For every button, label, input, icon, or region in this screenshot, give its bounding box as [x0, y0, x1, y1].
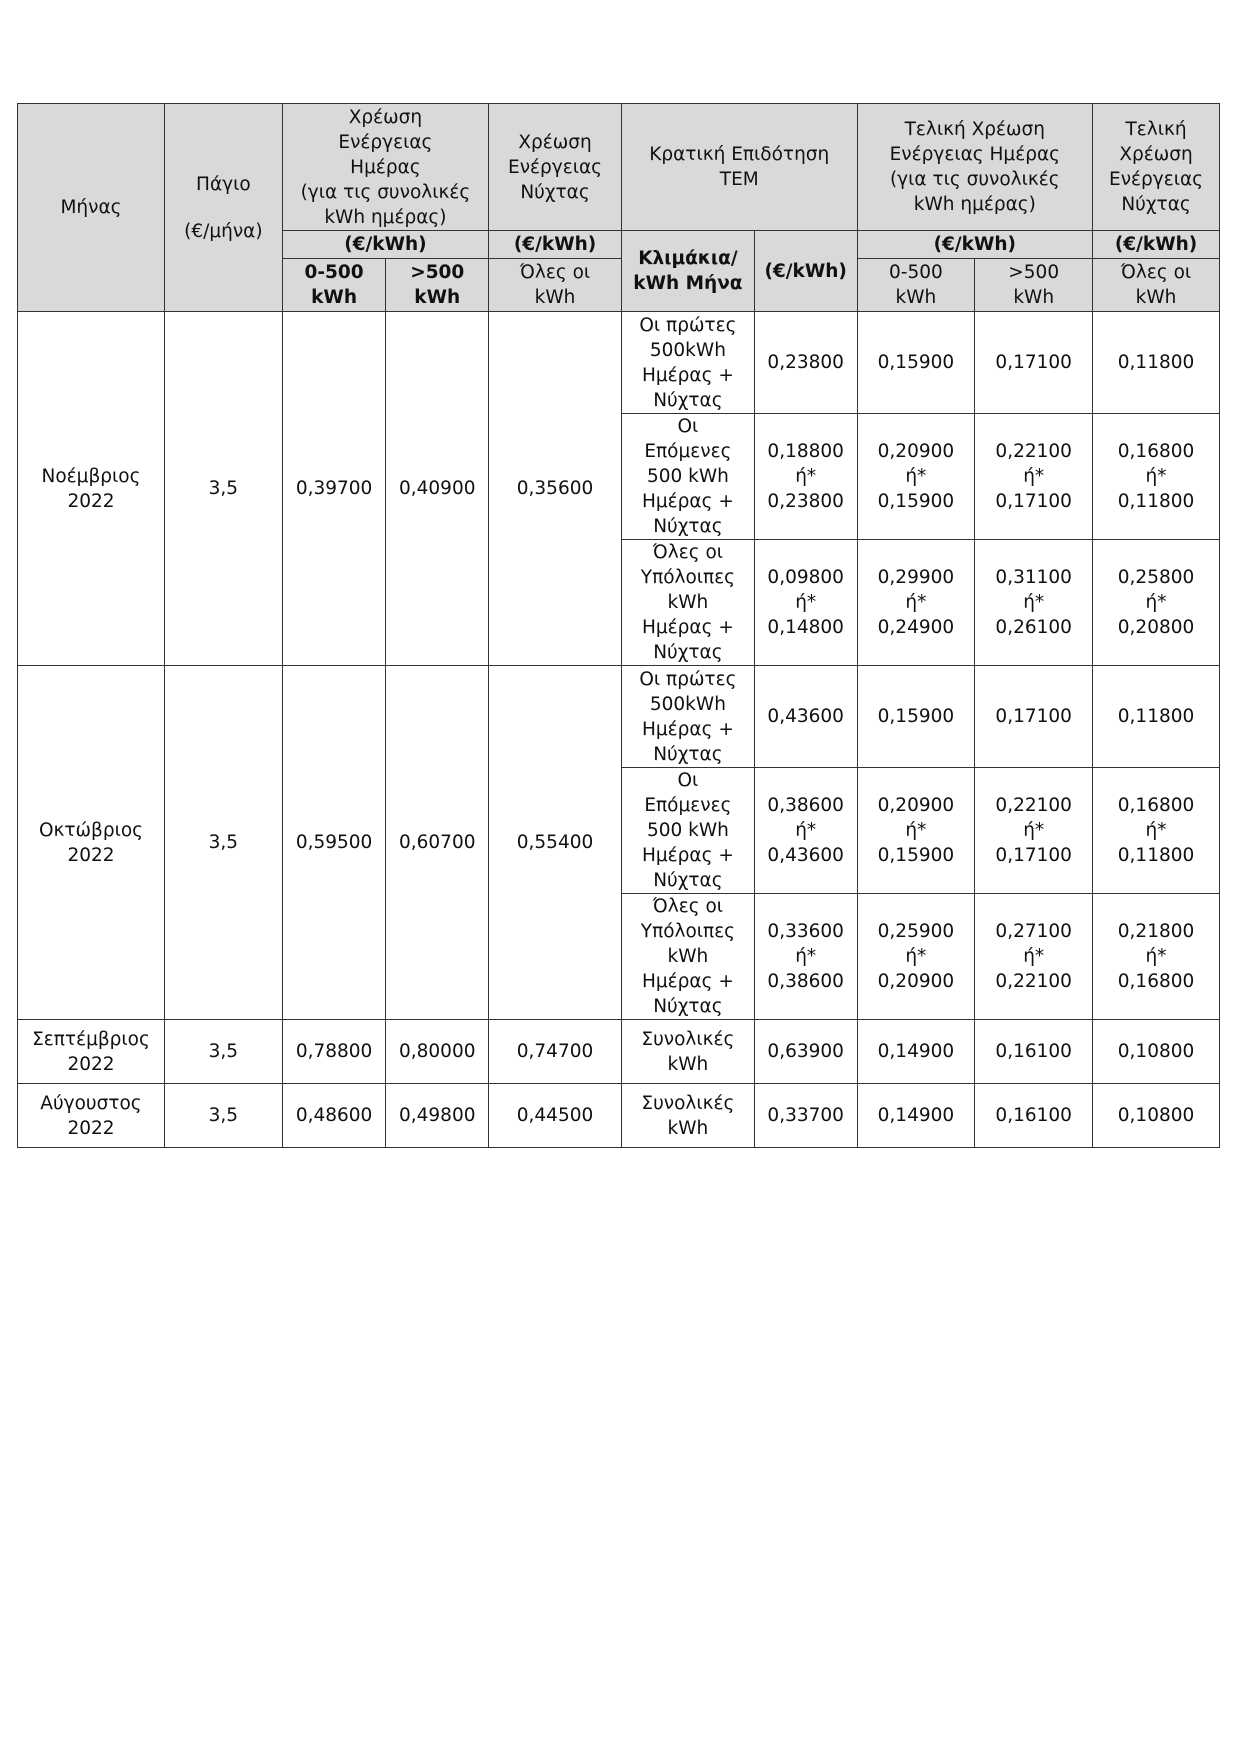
final-high-cell: 0,17100	[975, 312, 1093, 414]
tier-low-final: 0-500 kWh	[857, 259, 975, 312]
final-high-cell: 0,22100 ή* 0,17100	[975, 414, 1093, 540]
final-low-cell: 0,25900 ή* 0,20900	[857, 894, 975, 1020]
tier-high-day: >500 kWh	[386, 259, 489, 312]
day-high-cell: 0,80000	[386, 1020, 489, 1084]
final-night-cell: 0,10800	[1093, 1084, 1220, 1148]
day-high-cell: 0,60700	[386, 666, 489, 1020]
final-night-cell: 0,11800	[1093, 666, 1220, 768]
step-label-cell: Όλες οι Υπόλοιπες kWh Ημέρας + Νύχτας	[621, 894, 754, 1020]
final-high-cell: 0,27100 ή* 0,22100	[975, 894, 1093, 1020]
day-low-cell: 0,59500	[282, 666, 386, 1020]
header-fixed-label: Πάγιο	[196, 173, 251, 195]
step-label-cell: Οι Επόμενες 500 kWh Ημέρας + Νύχτας	[621, 414, 754, 540]
final-low-cell: 0,14900	[857, 1084, 975, 1148]
night-cell: 0,55400	[489, 666, 622, 1020]
day-low-cell: 0,78800	[282, 1020, 386, 1084]
final-high-cell: 0,22100 ή* 0,17100	[975, 768, 1093, 894]
all-kwh-night: Όλες οι kWh	[489, 259, 622, 312]
unit-subsidy: (€/kWh)	[754, 231, 857, 312]
night-cell: 0,35600	[489, 312, 622, 666]
unit-day-charge: (€/kWh)	[282, 231, 488, 259]
subsidy-cell: 0,38600 ή* 0,43600	[754, 768, 857, 894]
subsidy-cell: 0,63900	[754, 1020, 857, 1084]
subsidy-cell: 0,18800 ή* 0,23800	[754, 414, 857, 540]
month-cell: Οκτώβριος 2022	[18, 666, 165, 1020]
subsidy-cell: 0,33700	[754, 1084, 857, 1148]
unit-final-night: (€/kWh)	[1093, 231, 1220, 259]
step-label-cell: Συνολικές kWh	[621, 1084, 754, 1148]
fixed-cell: 3,5	[164, 1020, 282, 1084]
final-night-cell: 0,10800	[1093, 1020, 1220, 1084]
fixed-cell: 3,5	[164, 312, 282, 666]
table-row	[18, 666, 1220, 768]
table-row	[18, 1020, 1220, 1084]
night-cell: 0,74700	[489, 1020, 622, 1084]
header-final-day: Τελική Χρέωση Ενέργειας Ημέρας (για τις συνολικές kWh ημέρας)	[857, 104, 1093, 231]
final-high-cell: 0,31100 ή* 0,26100	[975, 540, 1093, 666]
step-label-cell: Οι πρώτες 500kWh Ημέρας + Νύχτας	[621, 666, 754, 768]
day-low-cell: 0,48600	[282, 1084, 386, 1148]
step-label-cell: Όλες οι Υπόλοιπες kWh Ημέρας + Νύχτας	[621, 540, 754, 666]
subsidy-cell: 0,33600 ή* 0,38600	[754, 894, 857, 1020]
unit-final-day: (€/kWh)	[857, 231, 1093, 259]
header-fixed	[164, 104, 282, 312]
unit-night-charge: (€/kWh)	[489, 231, 622, 259]
final-high-cell: 0,16100	[975, 1084, 1093, 1148]
final-low-cell: 0,29900 ή* 0,24900	[857, 540, 975, 666]
final-low-cell: 0,20900 ή* 0,15900	[857, 768, 975, 894]
step-label-cell: Οι πρώτες 500kWh Ημέρας + Νύχτας	[621, 312, 754, 414]
table-row	[18, 1084, 1220, 1148]
final-night-cell: 0,16800 ή* 0,11800	[1093, 414, 1220, 540]
fixed-cell: 3,5	[164, 1084, 282, 1148]
fixed-cell: 3,5	[164, 666, 282, 1020]
subsidy-cell: 0,23800	[754, 312, 857, 414]
day-high-cell: 0,40900	[386, 312, 489, 666]
final-night-cell: 0,16800 ή* 0,11800	[1093, 768, 1220, 894]
table-row	[18, 312, 1220, 414]
tier-high-final: >500 kWh	[975, 259, 1093, 312]
month-cell: Σεπτέμβριος 2022	[18, 1020, 165, 1084]
month-cell: Αύγουστος 2022	[18, 1084, 165, 1148]
step-label-cell: Οι Επόμενες 500 kWh Ημέρας + Νύχτας	[621, 768, 754, 894]
final-low-cell: 0,15900	[857, 312, 975, 414]
header-day-charge: Χρέωση Ενέργειας Ημέρας (για τις συνολικές kWh ημέρας)	[282, 104, 488, 231]
day-high-cell: 0,49800	[386, 1084, 489, 1148]
final-night-cell: 0,11800	[1093, 312, 1220, 414]
final-low-cell: 0,14900	[857, 1020, 975, 1084]
month-cell: Νοέμβριος 2022	[18, 312, 165, 666]
subsidy-cell: 0,43600	[754, 666, 857, 768]
header-steps: Κλιμάκια/ kWh Μήνα	[621, 231, 754, 312]
final-low-cell: 0,20900 ή* 0,15900	[857, 414, 975, 540]
header-month: Μήνας	[18, 104, 165, 312]
all-kwh-final-night: Όλες οι kWh	[1093, 259, 1220, 312]
final-night-cell: 0,25800 ή* 0,20800	[1093, 540, 1220, 666]
step-label-cell: Συνολικές kWh	[621, 1020, 754, 1084]
subsidy-cell: 0,09800 ή* 0,14800	[754, 540, 857, 666]
final-high-cell: 0,16100	[975, 1020, 1093, 1084]
final-night-cell: 0,21800 ή* 0,16800	[1093, 894, 1220, 1020]
day-low-cell: 0,39700	[282, 312, 386, 666]
header-final-night: Τελική Χρέωση Ενέργειας Νύχτας	[1093, 104, 1220, 231]
tariff-table	[17, 103, 1220, 1148]
tier-low-day: 0-500 kWh	[282, 259, 386, 312]
header-subsidy: Κρατική Επιδότηση ΤΕΜ	[621, 104, 857, 231]
final-low-cell: 0,15900	[857, 666, 975, 768]
final-high-cell: 0,17100	[975, 666, 1093, 768]
header-fixed-unit: (€/μήνα)	[184, 220, 263, 242]
header-night-charge: Χρέωση Ενέργειας Νύχτας	[489, 104, 622, 231]
night-cell: 0,44500	[489, 1084, 622, 1148]
